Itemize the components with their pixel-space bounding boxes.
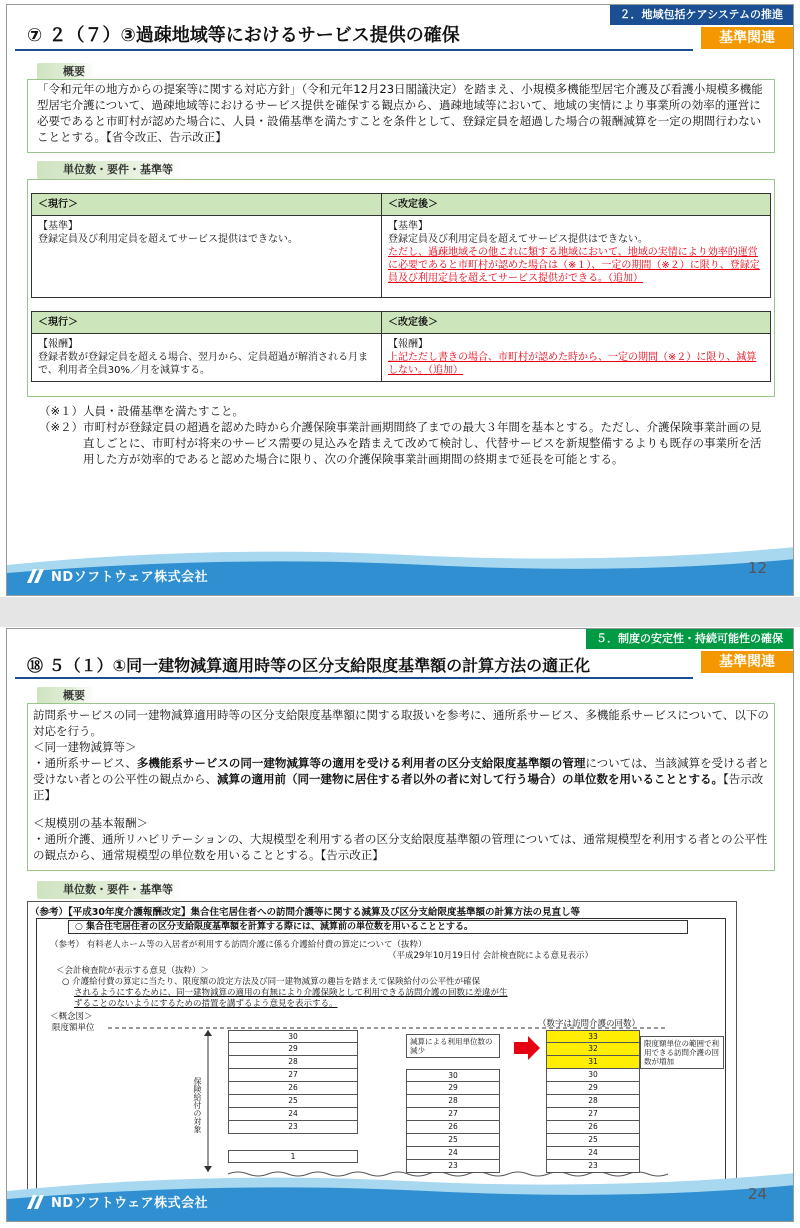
comparison-table-standard: [31, 193, 771, 298]
revised-cell: [382, 216, 771, 298]
units-label: 単位数・要件・基準等: [37, 881, 183, 899]
slide-12: [6, 4, 794, 596]
note-text: 人員・設備基準を満たすこと。: [83, 404, 244, 418]
comparison-table-fee: [31, 311, 771, 382]
stack-cell: 26: [228, 1082, 358, 1095]
revised-head: 【報酬】: [388, 339, 428, 350]
vertical-label: 保険給付の対象: [193, 1077, 202, 1133]
note-2: [39, 419, 769, 467]
subheading-scale: ＜規模別の基本報酬＞: [33, 816, 148, 830]
title-underline: [15, 49, 693, 51]
numbers-note: （数字は訪問介護の回数）: [538, 1019, 641, 1029]
opinion-heading: ＜会計検査院が表示する意見（抜粋）＞: [56, 966, 210, 976]
opinion-line-2: されるようにするために、同一建物減算の適用の有無により介護保険として利用できる訪問介護の回数に差違が生: [74, 988, 508, 998]
stack-cell: 29: [228, 1043, 358, 1056]
reduction-callout: 減算による利用単位数の減少: [406, 1034, 500, 1058]
logo-mark-icon: [27, 569, 45, 583]
col-revised: ＜改定後＞: [382, 312, 771, 334]
page-title: ⑦ ２（７）③過疎地域等におけるサービス提供の確保: [27, 25, 460, 46]
overview-label: 概要: [37, 687, 95, 705]
stack-cell: 30: [406, 1069, 500, 1082]
page-number: 12: [747, 559, 767, 577]
revised-addition: ただし、過疎地域その他これに類する地域において、地域の実情により効率的運営に必要であると市町村が認めた場合は（※１）、一定の期間（※２）に限り、登録定員及び利用定員を超えてサービス提供ができる。（追加）: [388, 247, 760, 284]
stack-cell: 28: [228, 1056, 358, 1069]
current-cell: [32, 334, 382, 382]
diagram-heading: ＜概念図＞: [50, 1012, 93, 1022]
overview-para: 訪問系サービスの同一建物減算適用時等の区分支給限度基準額に関する取扱いを参考に、通所系サービス、多機能系サービスについて、以下の対応を行う。: [33, 708, 769, 738]
logo-text: NDソフトウェア株式会社: [51, 1196, 209, 1211]
subheading-same-building: ＜同一建物減算等＞: [33, 740, 137, 754]
revised-cell: [382, 334, 771, 382]
revised-addition: 上記ただし書きの場合、市町村が認めた時から、一定の期間（※２）に限り、減算しない。（追加）: [388, 352, 757, 376]
figure-boxed-note: ○ 集合住宅居住者の区分支給限度基準額を計算する際には、減算前の単位数を用いることとする。: [68, 920, 688, 934]
col-revised: ＜改定後＞: [382, 194, 771, 216]
company-logo: [27, 566, 208, 585]
ref-line-1: （参考） 有料老人ホーム等の入居者が利用する訪問介護に係る介護給付費の算定について（抜粋）: [50, 940, 427, 950]
stack-cell: 24: [546, 1147, 640, 1160]
stack-cell: 26: [406, 1121, 500, 1134]
category-badge: ５．制度の安定性・持続可能性の確保: [586, 629, 793, 649]
stack-cell: 30: [228, 1030, 358, 1043]
stack-cell: 33: [546, 1030, 640, 1043]
notes: [39, 403, 769, 467]
note-key: （※１）: [39, 404, 84, 418]
bullet-text: ・通所系サービス、: [33, 756, 137, 770]
current-body: 登録定員及び利用定員を超えてサービス提供はできない。: [38, 234, 298, 245]
stack-cell: 25: [406, 1134, 500, 1147]
figure-header: （参考）【平成30年度介護報酬改定】集合住宅居住者への訪問介護等に関する減算及び区分支給限度基準額の計算方法の見直し等: [30, 907, 580, 918]
stack-cell: 24: [228, 1108, 358, 1121]
revised-body: 登録定員及び利用定員を超えてサービス提供はできない。: [388, 234, 648, 245]
opinion-line-1: ○ 介護給付費の算定に当たり、限度額の設定方法及び同一建物減算の趣旨を踏まえて保険給付の公平性が確保: [62, 977, 481, 987]
arrow-icon: [514, 1036, 540, 1060]
revised-head: 【基準】: [388, 221, 428, 232]
bullet-text: 【告示改正】: [33, 772, 764, 802]
overview-text: 「令和元年の地方からの提案等に関する対応方針」（令和元年12月23日閣議決定）を踏まえ、小規模多機能型居宅介護及び看護小規模多機能型居宅介護について、過疎地域等におけるサービス提供を確保する観点から、過疎地域等において、地域の実情により事業所の効率的運営に必要であると市町村が認めた場合に、人員・設備基準を満たすことを条件として、登録定員を超過した場合の報酬減算を一定の期間行わないこととする。【省令改正、告示改正】: [37, 82, 763, 144]
note-1: [39, 403, 769, 419]
stack-cell: 27: [228, 1069, 358, 1082]
stack-cell: 1: [228, 1150, 358, 1163]
overview-label: 概要: [37, 63, 95, 81]
stack-cell: 23: [406, 1160, 500, 1173]
stack-cell: 25: [228, 1095, 358, 1108]
ref-line-2: （平成29年10月19日付 会計検査院による意見表示）: [388, 951, 594, 961]
stack-cell: 28: [546, 1095, 640, 1108]
kijun-badge: 基準関連: [701, 27, 793, 49]
col-current: ＜現行＞: [32, 312, 382, 334]
slide-24: [6, 628, 794, 1222]
current-cell: [32, 216, 382, 298]
category-badge: ２．地域包括ケアシステムの推進: [610, 5, 793, 25]
current-head: 【基準】: [38, 221, 78, 232]
current-head: 【報酬】: [38, 339, 78, 350]
limit-label: 限度額単位: [52, 1023, 95, 1033]
overview-content: [33, 707, 773, 863]
slide-gap: [0, 597, 800, 627]
stack-cell: 29: [546, 1082, 640, 1095]
stack-cell: 27: [546, 1108, 640, 1121]
stack-cell: 30: [546, 1069, 640, 1082]
stack-cell: 32: [546, 1043, 640, 1056]
stack-cell: 28: [406, 1095, 500, 1108]
page-title: ⑱ ５（１）①同一建物減算適用時等の区分支給限度基準額の計算方法の適正化: [27, 656, 591, 675]
logo-mark-icon: [27, 1195, 45, 1209]
opinion-line-3: ずることのないようにするための措置を講ずるよう意見を表示する。: [74, 999, 338, 1009]
page-number: 24: [747, 1185, 767, 1203]
increase-callout: 限度額単位の範囲で利用できる訪問介護の回数が増加: [640, 1036, 724, 1069]
bullet-scale: ・通所介護、通所リハビリテーションの、大規模型を利用する者の区分支給限度基準額の管理については、通常規模型を利用する者との公平性の観点から、通常規模型の単位数を用いることとする。【告示改正】: [33, 832, 768, 862]
stack-cell: 27: [406, 1108, 500, 1121]
units-label: 単位数・要件・基準等: [37, 161, 183, 179]
stack-cell: 26: [546, 1121, 640, 1134]
bullet-bold: 減算の適用前（同一建物に居住する者以外の者に対して行う場合）の単位数を用いることとする。: [217, 772, 723, 786]
stack-cell: 31: [546, 1056, 640, 1069]
company-logo: [27, 1192, 208, 1211]
logo-text: NDソフトウェア株式会社: [51, 570, 209, 585]
note-key: （※２）: [39, 420, 84, 434]
current-body: 登録者数が登録定員を超える場合、翌月から、定員超過が解消される月まで、利用者全員30%／月を減算する。: [38, 352, 368, 376]
stack-cell: 24: [406, 1147, 500, 1160]
kijun-badge: 基準関連: [701, 651, 793, 673]
note-text: 市町村が登録定員の超過を認めた時から介護保険事業計画期間終了までの最大３年間を基本とする。ただし、介護保険事業計画の見直しごとに、市町村が将来のサービス需要の見込みを踏まえて改めて検討し、代替サービスを新規整備するよりも既存の事業所を活用した方が効率的であると認めた場合に限り、次の介護保険事業計画期間の終期まで延長を可能とする。: [83, 420, 762, 466]
bullet-text: については、当該減算を受ける者と受けない者との公平性の観点から、: [33, 756, 770, 786]
bullet-bold: 多機能系サービスの同一建物減算等の適用を受ける利用者の区分支給限度基準額の管理: [136, 756, 586, 770]
bullet-same-building: [33, 755, 773, 803]
stack-cell: 29: [406, 1082, 500, 1095]
stack-cell: 23: [546, 1160, 640, 1173]
col-current: ＜現行＞: [32, 194, 382, 216]
stack-cell: 25: [546, 1134, 640, 1147]
title-underline: [15, 677, 693, 679]
stack-cell: 23: [228, 1121, 358, 1134]
